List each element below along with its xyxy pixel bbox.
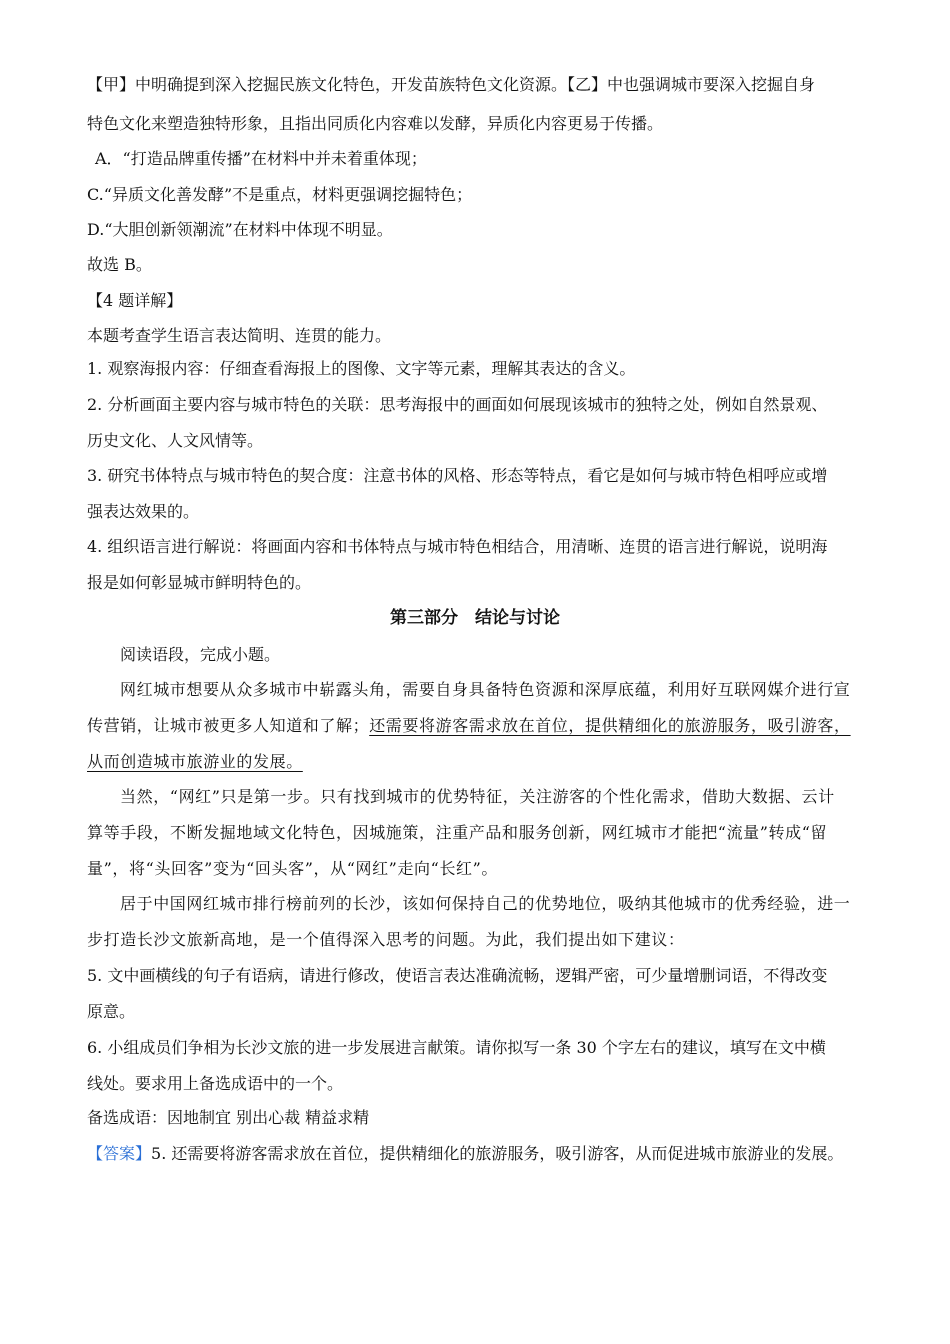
answer-line xyxy=(87,1143,843,1165)
option-a-note: A．“打造品牌重传播”在材料中并未着重体现； xyxy=(95,149,427,168)
idiom-options: 备选成语：因地制宜 别出心裁 精益求精 xyxy=(87,1108,370,1127)
answer-text: 5. 还需要将游客需求放在首位，提供精细化的旅游服务，吸引游客，从而促进城市旅游业的发展。 xyxy=(151,1144,844,1163)
underlined-sentence-part-2: 从而创造城市旅游业的发展。 xyxy=(87,752,303,771)
underlined-sentence-part-1: 还需要将游客需求放在首位，提供精细化的旅游服务，吸引游客， xyxy=(369,716,851,735)
section-title: 第三部分 结论与讨论 xyxy=(390,608,560,628)
passage-p1-line-1: 网红城市想要从众多城市中崭露头角，需要自身具备特色资源和深厚底蕴，利用好互联网媒介进行宣 xyxy=(120,680,851,699)
answer-conclusion: 故选 B。 xyxy=(87,255,152,274)
q4-step-2-line-2: 历史文化、人文风情等。 xyxy=(87,431,264,450)
q4-step-4-line-2: 报是如何彰显城市鲜明特色的。 xyxy=(87,573,312,592)
passage-p2-line-3: 量”，将“头回客”变为“回头客”，从“网红”走向“长红”。 xyxy=(87,859,499,878)
passage-p2-line-1: 当然，“网红”只是第一步。只有找到城市的优势特征，关注游客的个性化需求，借助大数据、云计 xyxy=(120,787,835,806)
question-5-line-1: 5. 文中画横线的句子有语病，请进行修改，使语言表达准确流畅，逻辑严密，可少量增删词语，不得改变 xyxy=(87,966,828,985)
explanation-line-2: 特色文化来塑造独特形象，且指出同质化内容难以发酵，异质化内容更易于传播。 xyxy=(87,114,664,133)
passage-p1-line-2 xyxy=(87,715,851,737)
q4-step-2-line-1: 2. 分析画面主要内容与城市特色的关联：思考海报中的画面如何展现该城市的独特之处，例如自然景观、 xyxy=(87,395,828,414)
question-5-line-2: 原意。 xyxy=(87,1002,136,1021)
section-instruction: 阅读语段，完成小题。 xyxy=(120,645,281,664)
passage-p3-line-2: 步打造长沙文旅新高地，是一个值得深入思考的问题。为此，我们提出如下建议： xyxy=(87,930,685,949)
passage-plain-text: 传营销，让城市被更多人知道和了解； xyxy=(87,716,370,735)
passage-p2-line-2: 算等手段，不断发掘地域文化特色，因城施策，注重产品和服务创新，网红城市才能把“流量”转成“留 xyxy=(87,823,828,842)
explanation-line-1: 【甲】中明确提到深入挖掘民族文化特色，开发苗族特色文化资源。【乙】中也强调城市要深入挖掘自身 xyxy=(87,75,816,94)
answer-label: 【答案】 xyxy=(87,1144,152,1163)
passage-p3-line-1: 居于中国网红城市排行榜前列的长沙，该如何保持自己的优势地位，吸纳其他城市的优秀经验，进一 xyxy=(120,894,851,913)
q4-intro: 本题考查学生语言表达简明、连贯的能力。 xyxy=(87,326,392,345)
q4-step-3-line-1: 3. 研究书体特点与城市特色的契合度：注意书体的风格、形态等特点，看它是如何与城市特色相呼应或增 xyxy=(87,466,828,485)
q4-detail-heading: 【4 题详解】 xyxy=(87,291,183,310)
question-6-line-2: 线处。要求用上备选成语中的一个。 xyxy=(87,1074,344,1093)
option-d-note: D.“大胆创新领潮流”在材料中体现不明显。 xyxy=(87,220,393,239)
q4-step-1: 1. 观察海报内容：仔细查看海报上的图像、文字等元素，理解其表达的含义。 xyxy=(87,359,636,378)
question-6-line-1: 6. 小组成员们争相为长沙文旅的进一步发展进言献策。请你拟写一条 30 个字左右的建议，填写在文中横 xyxy=(87,1038,826,1057)
q4-step-4-line-1: 4. 组织语言进行解说：将画面内容和书体特点与城市特色相结合，用清晰、连贯的语言进行解说，说明海 xyxy=(87,537,828,556)
option-c-note: C.“异质文化善发酵”不是重点，材料更强调挖掘特色； xyxy=(87,185,473,204)
q4-step-3-line-2: 强表达效果的。 xyxy=(87,502,200,521)
